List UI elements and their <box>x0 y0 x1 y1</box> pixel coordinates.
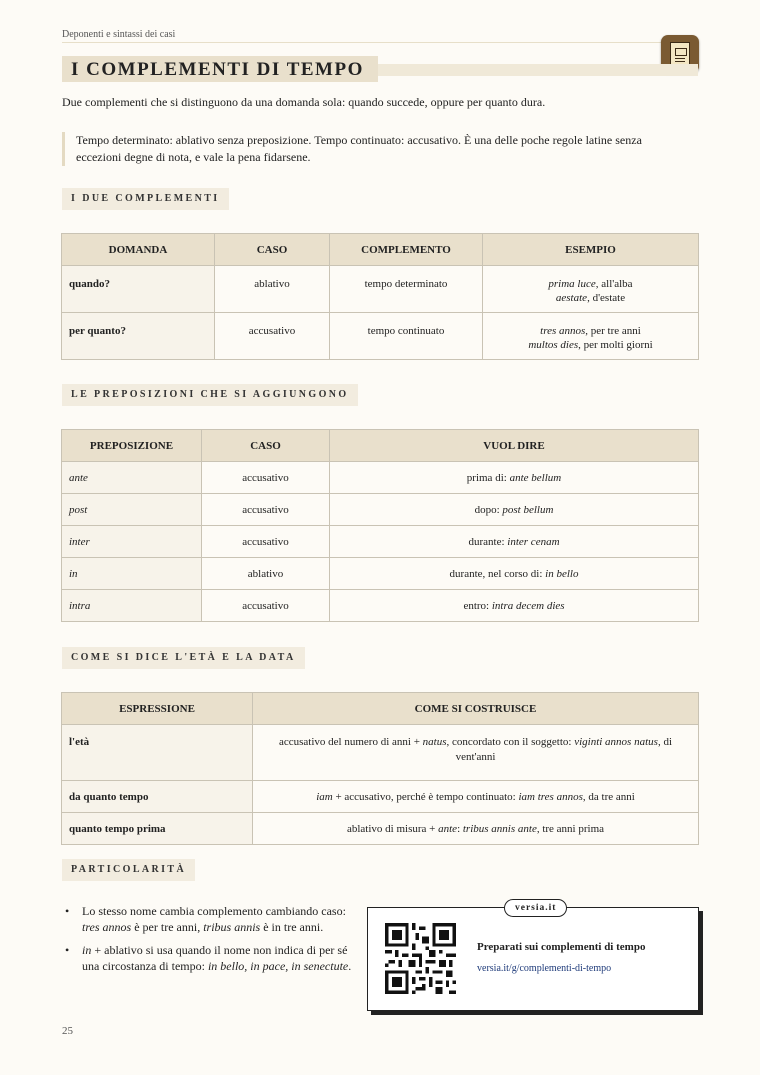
example-latin: inter cenam <box>507 535 560 548</box>
column-header: CASO <box>215 234 330 266</box>
column-header: ESEMPIO <box>483 234 699 266</box>
table-row <box>62 494 699 526</box>
cell-vuol-dire <box>330 526 699 558</box>
intro-text: Due complementi che si distinguono da una domanda sola: quando succede, oppure per quanto dura. <box>62 95 546 109</box>
example-latin: ante <box>438 822 458 835</box>
example-latin: viginti annos natus <box>574 736 658 748</box>
cell-esempio <box>483 266 699 313</box>
construction-text: , di vent'anni <box>455 736 672 763</box>
cell-vuol-dire <box>330 494 699 526</box>
table-row <box>62 813 699 845</box>
cell-caso: accusativo <box>202 494 330 526</box>
construction-text: , da tre anni <box>582 790 635 803</box>
cell-preposizione <box>62 462 202 494</box>
cell-esempio <box>483 313 699 360</box>
example-latin: multos dies <box>528 339 579 351</box>
preposition-text: post <box>69 503 88 516</box>
cell-caso: ablativo <box>202 558 330 590</box>
meaning-text: entro: <box>463 599 492 612</box>
table-due-complementi <box>61 233 699 360</box>
example-translation: , d'estate <box>587 292 626 304</box>
construction-text: ablativo di misura + <box>346 822 439 835</box>
column-header: CASO <box>202 430 330 462</box>
example-latin: tres annos <box>82 919 132 934</box>
example-latin: in bello <box>545 567 579 580</box>
cell-costruzione <box>253 813 699 845</box>
column-header: DOMANDA <box>62 234 215 266</box>
preposition-text: intra <box>69 599 91 612</box>
table-row <box>62 462 699 494</box>
preposition-text: in <box>69 567 78 580</box>
example-latin: tribus annis <box>203 919 261 934</box>
qr-code-icon[interactable] <box>385 923 456 994</box>
bullet-text: + ablativo si usa quando il nome non indica di per sé una circostanza di tempo: <box>82 943 348 973</box>
bullet-icon: • <box>65 943 70 957</box>
cell-costruzione <box>253 781 699 813</box>
page-title: I COMPLEMENTI DI TEMPO <box>62 56 378 82</box>
table-header-row <box>62 430 699 462</box>
table-row <box>62 266 699 313</box>
running-header: Deponenti e sintassi dei casi <box>62 29 176 40</box>
construction-text: : <box>457 822 463 835</box>
cell-vuol-dire <box>330 590 699 622</box>
bullet-icon: • <box>65 904 70 918</box>
construction-text: + accusativo, perché è tempo continuato: <box>332 790 519 803</box>
cell-preposizione <box>62 526 202 558</box>
list-item <box>62 904 352 935</box>
cell-domanda: quando? <box>62 266 215 313</box>
qr-card-link[interactable]: versia.it/g/complementi-di-tempo <box>477 963 612 974</box>
table-row <box>62 526 699 558</box>
table-row <box>62 313 699 360</box>
column-header: ESPRESSIONE <box>62 693 253 725</box>
construction-text: , concordato con il soggetto: <box>446 736 575 748</box>
section-heading-eta-data: COME SI DICE L'ETÀ E LA DATA <box>62 647 305 669</box>
example-latin: iam tres annos <box>518 790 583 803</box>
cell-complemento: tempo determinato <box>330 266 483 313</box>
qr-card[interactable] <box>367 903 699 1011</box>
column-header: PREPOSIZIONE <box>62 430 202 462</box>
example-latin: intra decem dies <box>491 599 565 612</box>
meaning-text: prima di: <box>466 471 510 484</box>
qr-site-tag: versia.it <box>504 899 567 917</box>
table-header-row <box>62 234 699 266</box>
cell-domanda: per quanto? <box>62 313 215 360</box>
table-row <box>62 781 699 813</box>
bullet-text: . <box>348 958 352 973</box>
section-heading-due-complementi: I DUE COMPLEMENTI <box>62 188 229 210</box>
example-latin: prima luce <box>548 278 596 290</box>
example-latin: tres annos <box>540 325 586 337</box>
section-heading-particolarita: PARTICOLARITÀ <box>62 859 195 881</box>
header-rule <box>62 42 698 43</box>
example-latin: post bellum <box>502 503 554 516</box>
meaning-text: dopo: <box>474 503 503 516</box>
column-header: VUOL DIRE <box>330 430 699 462</box>
table-header-row <box>62 693 699 725</box>
cell-vuol-dire <box>330 462 699 494</box>
callout-note: Tempo determinato: ablativo senza preposizione. Tempo continuato: accusativo. È una delle poche regole latine senza eccezioni degne di nota, e vale la pena fidarsene. <box>62 132 676 166</box>
column-header: COME SI COSTRUISCE <box>253 693 699 725</box>
example-latin: iam <box>316 790 333 803</box>
section-heading-preposizioni: LE PREPOSIZIONI CHE SI AGGIUNGONO <box>62 384 358 406</box>
column-header: COMPLEMENTO <box>330 234 483 266</box>
example-translation: , per molti giorni <box>578 339 653 351</box>
cell-preposizione <box>62 590 202 622</box>
qr-card-title: Preparati sui complementi di tempo <box>477 941 646 953</box>
bullet-text: è in tre anni. <box>260 919 324 934</box>
example-latin: in <box>82 943 92 957</box>
page-number: 25 <box>62 1025 73 1037</box>
cell-vuol-dire <box>330 558 699 590</box>
preposition-text: ante <box>69 471 88 484</box>
cell-complemento: tempo continuato <box>330 313 483 360</box>
example-latin: tribus annis ante <box>462 822 537 835</box>
example-translation: , all'alba <box>595 278 633 290</box>
table-row <box>62 558 699 590</box>
cell-espressione: da quanto tempo <box>62 781 253 813</box>
bullet-list <box>62 904 352 982</box>
cell-espressione: l'età <box>62 725 253 781</box>
cell-espressione: quanto tempo prima <box>62 813 253 845</box>
table-row <box>62 725 699 781</box>
example-latin: in bello, in pace, in senectute <box>207 958 349 973</box>
table-row <box>62 590 699 622</box>
example-translation: , per tre anni <box>585 325 641 337</box>
example-latin: aestate <box>555 292 588 304</box>
cell-preposizione <box>62 558 202 590</box>
list-item <box>62 943 352 974</box>
construction-text: accusativo del numero di anni + <box>278 736 423 748</box>
meaning-text: durante: <box>468 535 508 548</box>
construction-text: , tre anni prima <box>536 822 605 835</box>
cell-caso: ablativo <box>215 266 330 313</box>
table-preposizioni <box>61 429 699 622</box>
example-latin: natus <box>422 736 447 748</box>
meaning-text: durante, nel corso di: <box>449 567 546 580</box>
cell-caso: accusativo <box>202 526 330 558</box>
bullet-text: è per tre anni, <box>131 919 204 934</box>
preposition-text: inter <box>69 535 90 548</box>
cell-costruzione <box>253 725 699 781</box>
example-latin: ante bellum <box>509 471 562 484</box>
cell-caso: accusativo <box>202 462 330 494</box>
cell-caso: accusativo <box>202 590 330 622</box>
bullet-text: Lo stesso nome cambia complemento cambiando caso: <box>82 904 346 918</box>
cell-preposizione <box>62 494 202 526</box>
cell-caso: accusativo <box>215 313 330 360</box>
table-eta-data <box>61 692 699 845</box>
